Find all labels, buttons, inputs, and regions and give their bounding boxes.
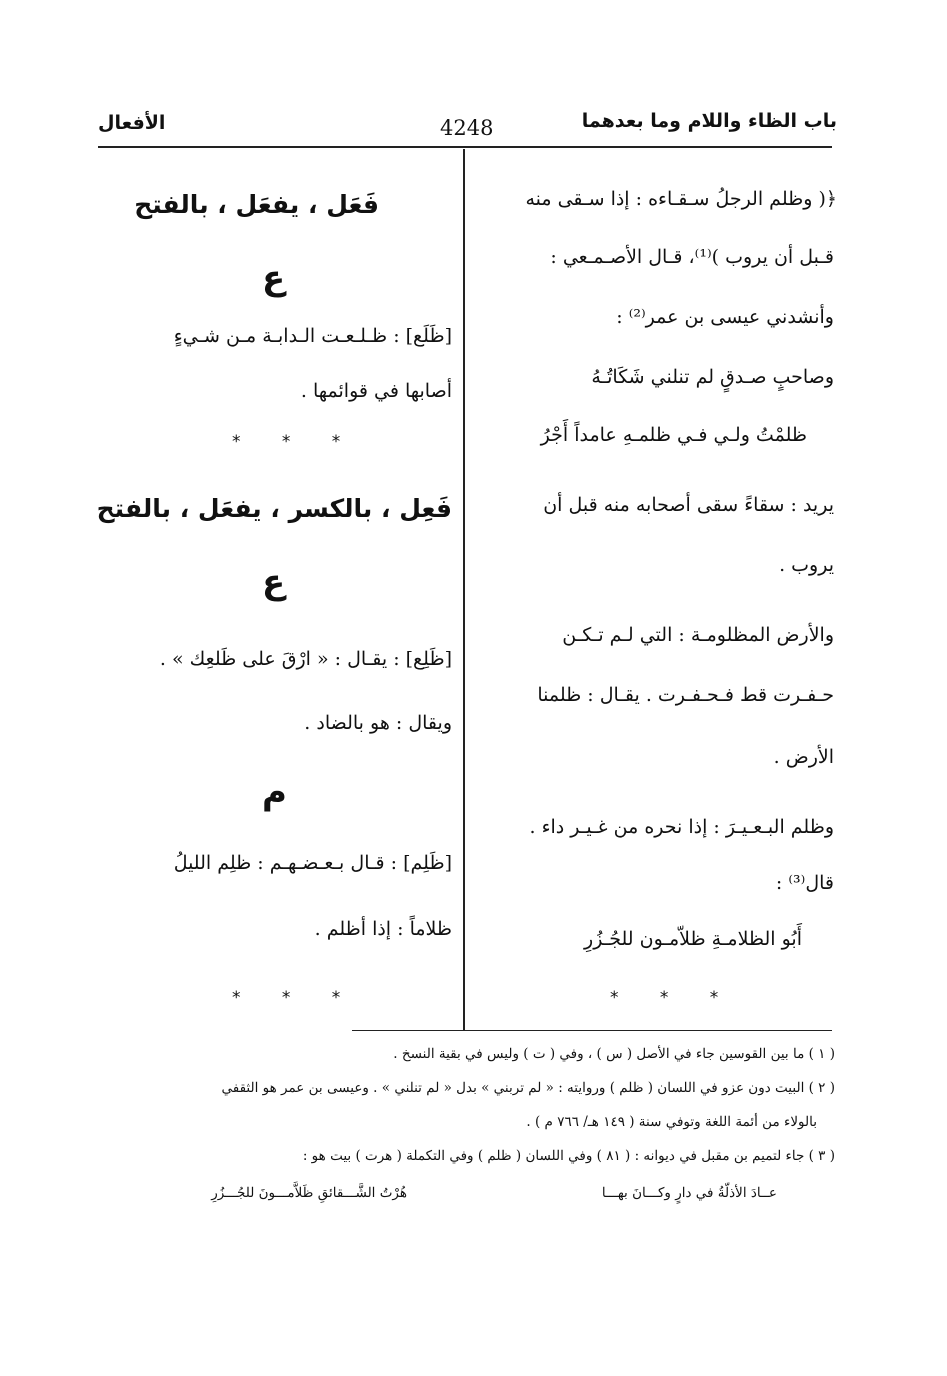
right-col-line-12: قال⁽³⁾ : <box>775 872 834 894</box>
right-col-line-9: حـفـرت قط فـحـفـرت . يقـال : ظلمنا <box>537 684 834 706</box>
footnote-2-cont: بالولاء من أئمة اللغة وتوفي سنة ( ١٤٩ هـ/ ٧٦٦ م ) . <box>526 1114 817 1130</box>
footnote-rule <box>352 1030 832 1031</box>
right-col-line-7: يروب . <box>779 554 834 576</box>
entry-3-line-2: ظلاماً : إذا أظلم . <box>314 918 452 940</box>
running-head-right: باب الظاء واللام وما بعدهما <box>581 110 837 132</box>
right-col-line-8: والأرض المظلومـة : التي لـم تـكـن <box>562 624 834 646</box>
right-col-line-2: قـبل أن يروب )⁽¹⁾، قـال الأصـمـعي : <box>550 246 834 268</box>
running-head-left: الأفعال <box>98 112 166 134</box>
letter-heading-2: ع <box>262 562 286 602</box>
footnote-3-verse-a: عــادَ الأذلّةُ في دارٍ وكـــانَ بهـــا <box>601 1185 777 1201</box>
section-separator-left-1: * * * <box>232 432 359 452</box>
letter-heading-1: ع <box>262 258 286 298</box>
section-separator-left-2: * * * <box>232 988 359 1008</box>
right-col-line-11: وظلم البـعـيـرَ : إذا نحره من غـيـر داء . <box>529 816 834 838</box>
section-separator-right: * * * <box>610 988 737 1008</box>
left-heading-1: فَعَل ، يفعَل ، بالفتح <box>134 190 379 219</box>
page-number: 4248 <box>440 116 494 140</box>
footnote-3: ( ٣ ) جاء لتميم بن مقبل في ديوانه : ( ٨١ ) وفي اللسان ( ظلم ) وفي التكملة ( هرت ) بيت هو : <box>302 1148 835 1164</box>
poem-line-2: ظلمْتُ ولـي فـي ظلمـهِ عامداً أَجْرُ <box>540 424 807 446</box>
footnote-2: ( ٢ ) البيت دون عزو في اللسان ( ظلم ) وروايته : « لم تربني » بدل « لم تنلني » . وعيسى بن عمر هو الثقفي <box>221 1080 835 1096</box>
footnote-3-verse-b: هُرْتُ الشَّـــقائقِ ظَلاَّمـــونَ للجُـــزُرِ <box>211 1185 407 1201</box>
letter-heading-3: م <box>262 772 287 812</box>
left-heading-2: فَعِل ، بالكسر ، يفعَل ، بالفتح <box>96 494 452 523</box>
right-col-line-1: ﴿( وظلم الرجلُ سـقـاءه : إذا سـقى منه <box>525 188 837 210</box>
header-rule <box>98 146 832 148</box>
entry-2-line-1: [ظَلِع] : يقـال : « ارْقَ على ظَلعِك » . <box>159 648 452 670</box>
footnote-1: ( ١ ) ما بين القوسين جاء في الأصل ( س ) ، وفي ( ت ) وليس في بقية النسخ . <box>393 1046 835 1062</box>
right-col-line-10: الأرض . <box>773 746 834 768</box>
right-col-line-3: وأنشدني عيسى بن عمر⁽²⁾ : <box>616 306 834 328</box>
column-divider <box>463 149 465 1031</box>
entry-1-line-2: أصابها في قوائمها . <box>300 380 452 402</box>
poem-line-1: وصاحبٍ صـدقٍ لم تنلني شَكَاتُـهُ <box>591 366 834 388</box>
entry-3-line-1: [ظَلِم] : قـال بـعـضـهـم : ظلِم الليلُ <box>173 852 452 874</box>
poem-line-3: أَبُو الظلامـةِ ظلاّمـون للجُـزُرِ <box>584 928 802 950</box>
entry-1-line-1: [ظَلَع] : ظـلـعـت الـدابـة مـن شـيءٍ <box>173 325 452 347</box>
right-col-line-6: يريد : سقاءً سقى أصحابه منه قبل أن <box>543 494 834 516</box>
entry-2-line-2: ويقال : هو بالضاد . <box>304 712 452 734</box>
